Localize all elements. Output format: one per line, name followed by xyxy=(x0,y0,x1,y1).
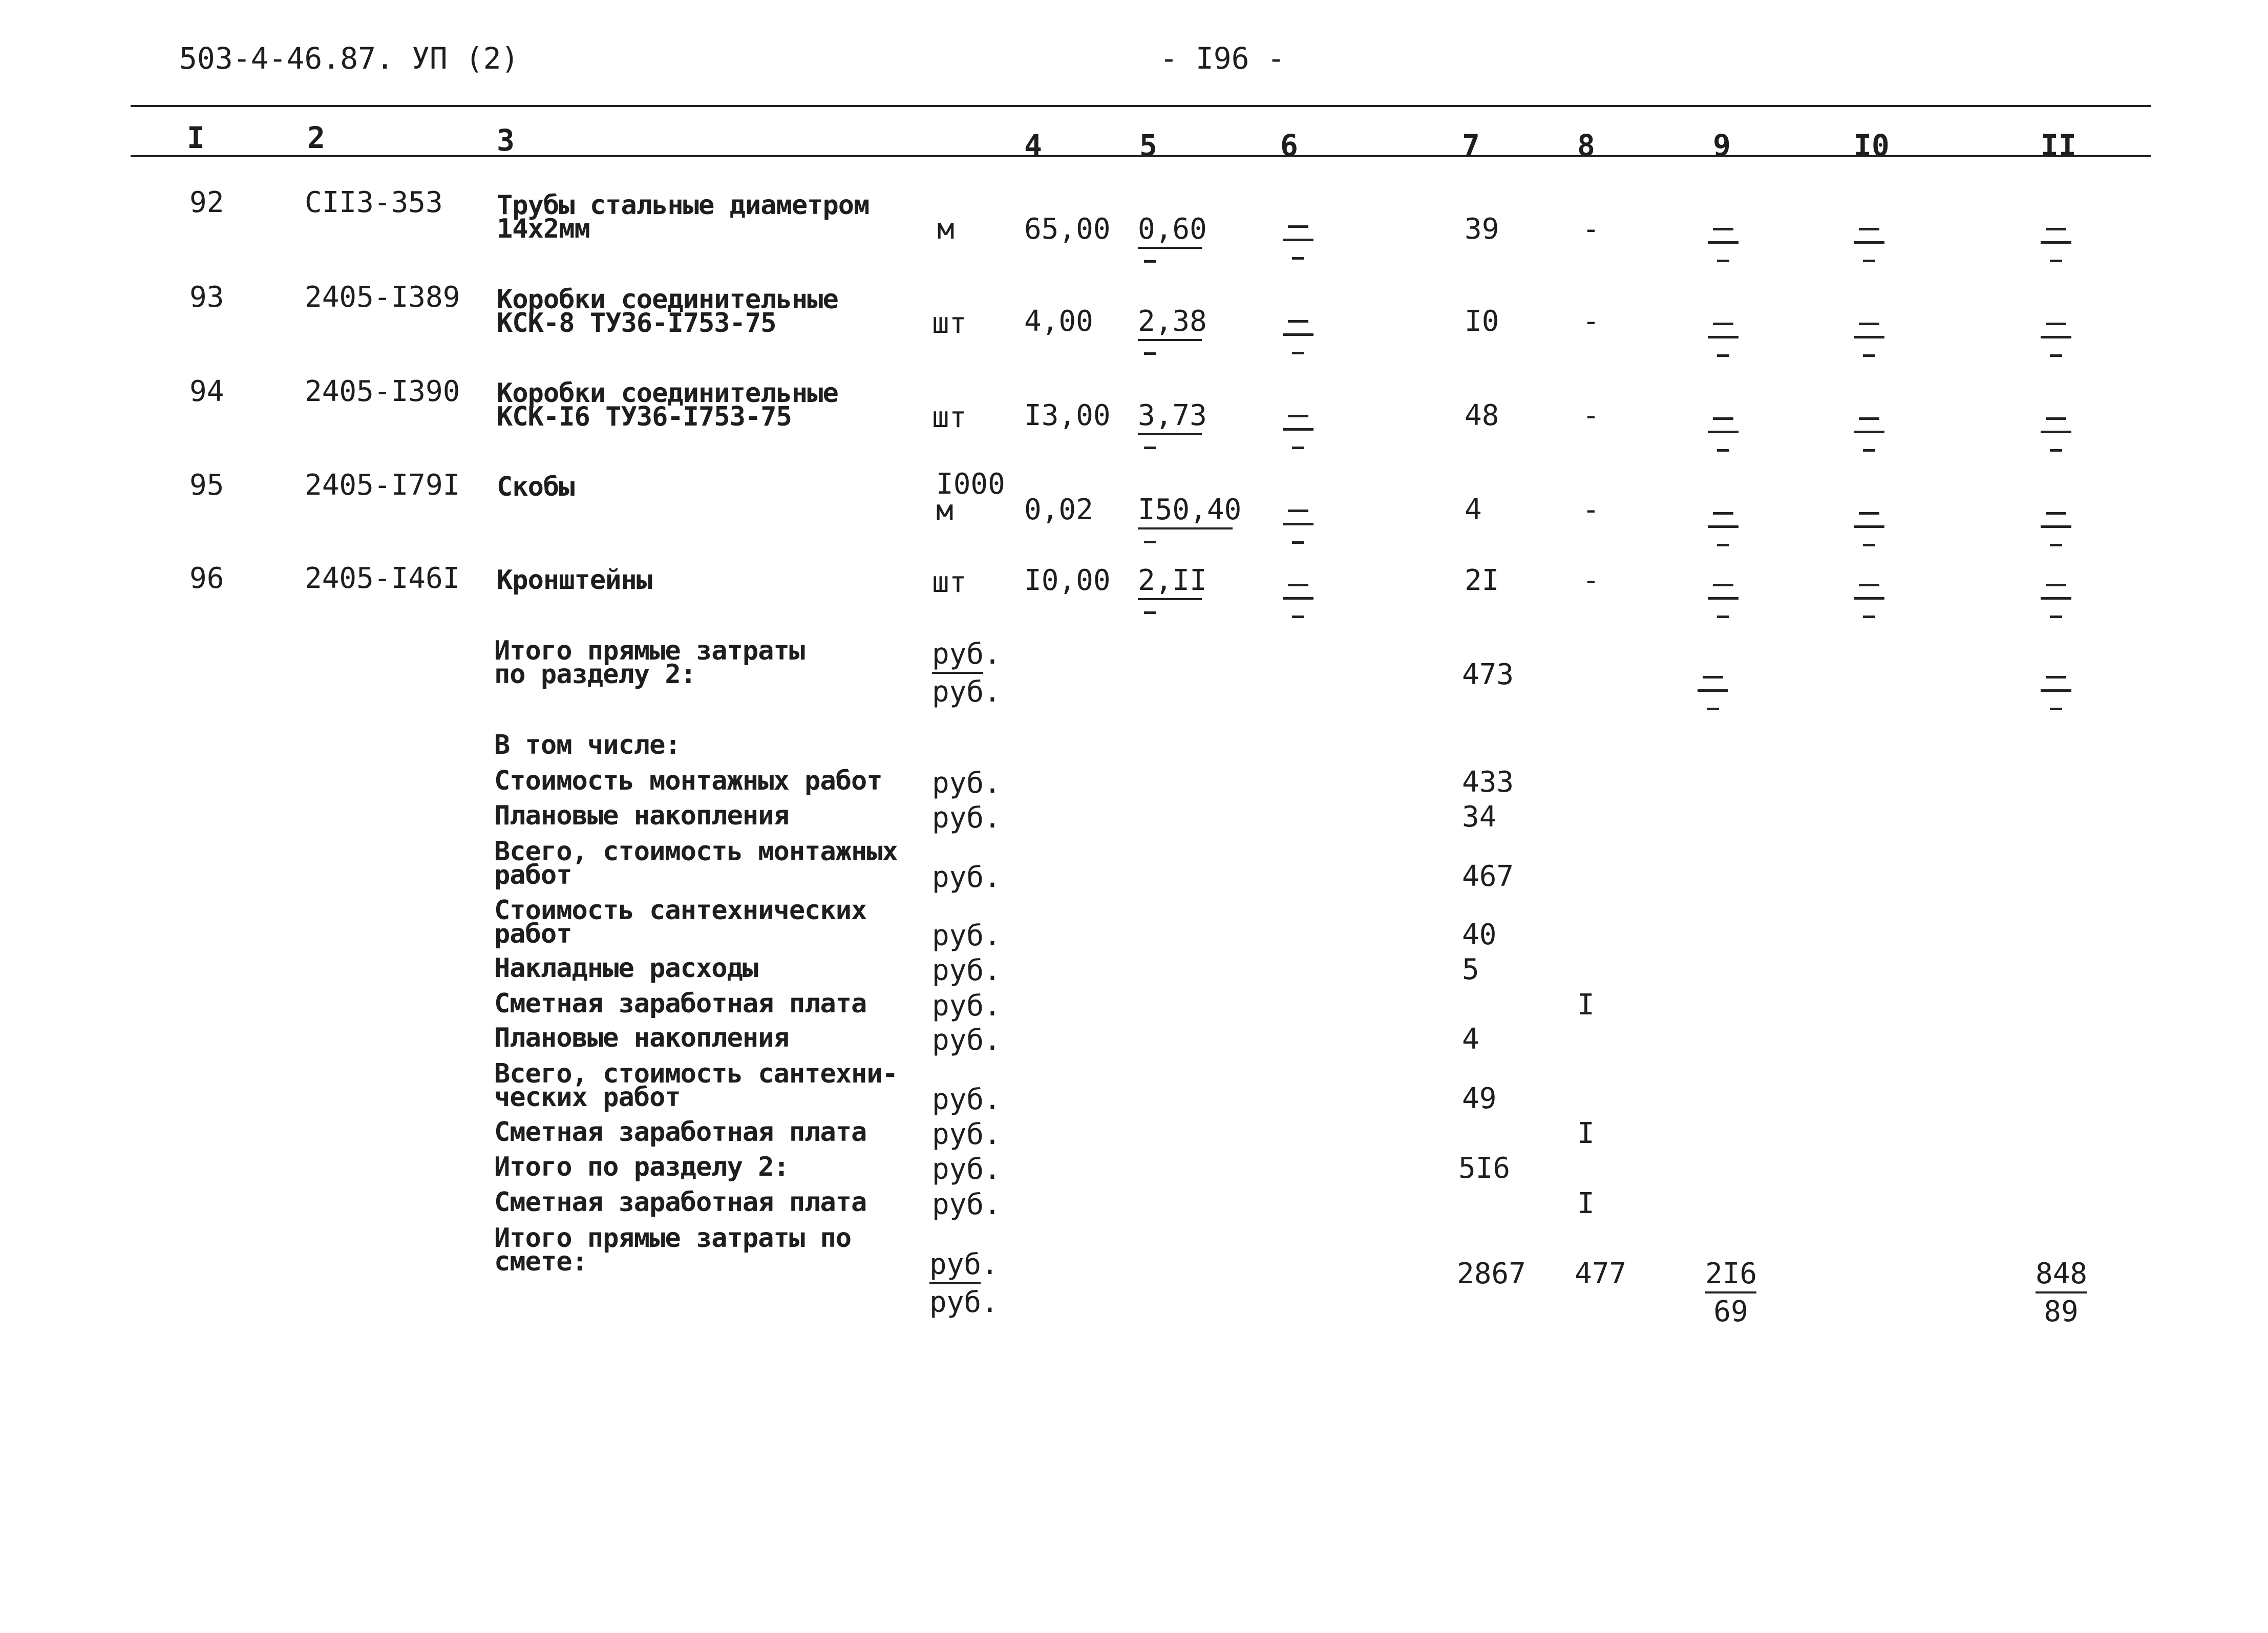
col-header-2: 2 xyxy=(307,120,325,155)
row-quantity: I3,00 xyxy=(1024,399,1111,432)
row-number: 96 xyxy=(189,562,224,595)
row-col8: - xyxy=(1582,305,1600,338)
summary-label: Плановые накопления xyxy=(494,1023,789,1053)
col-header-11: II xyxy=(2041,128,2076,163)
row-price: 2,38 xyxy=(1138,307,1202,360)
dash-mark xyxy=(1854,512,1884,548)
grand-total-col11: $\frac{848}{89}$ xyxy=(2036,1257,2088,1328)
summary-label: Сметная заработная плата xyxy=(494,988,867,1019)
row-description: Кронштейны xyxy=(497,565,652,596)
col-header-7: 7 xyxy=(1462,128,1480,163)
col-header-10: I0 xyxy=(1854,128,1890,163)
row-code: 2405-I390 xyxy=(305,375,460,408)
dash-mark xyxy=(1283,510,1313,545)
summary-label: Сметная заработная плата xyxy=(494,1117,867,1148)
row-total: 48 xyxy=(1465,399,1499,432)
grand-total-col8: 477 xyxy=(1575,1257,1627,1290)
col-header-5: 5 xyxy=(1139,128,1157,163)
dash-mark xyxy=(1144,541,1156,543)
row-unit: шт xyxy=(932,401,967,434)
dash-mark xyxy=(2041,676,2071,712)
summary-unit: руб. xyxy=(932,1153,1001,1186)
dash-mark xyxy=(2041,584,2071,620)
row-col8: - xyxy=(1582,213,1600,246)
summary-label: Всего, стоимость сантехни- ческих работ xyxy=(494,1058,898,1113)
subtotal-label: Итого прямые затраты по разделу 2: xyxy=(494,635,805,690)
col-header-9: 9 xyxy=(1713,128,1731,163)
row-description: Скобы xyxy=(497,472,575,502)
summary-value: 49 xyxy=(1462,1082,1497,1115)
row-description: Трубы стальные диаметром 14х2мм xyxy=(497,190,870,244)
row-unit: м xyxy=(937,213,955,246)
dash-mark xyxy=(1854,584,1884,620)
summary-value: 5 xyxy=(1462,953,1479,986)
col-header-4: 4 xyxy=(1024,128,1042,163)
summary-unit: руб. xyxy=(932,1118,1001,1151)
dash-mark xyxy=(1144,260,1156,263)
row-unit: шт xyxy=(932,566,967,599)
dash-mark xyxy=(1283,225,1313,261)
row-total: I0 xyxy=(1465,305,1499,338)
row-number: 94 xyxy=(189,375,224,408)
row-code: CII3-353 xyxy=(305,186,443,219)
dash-mark xyxy=(2041,323,2071,358)
col-header-3: 3 xyxy=(497,123,515,158)
row-code: 2405-I79I xyxy=(305,469,460,502)
row-description: Коробки соединительные КСК-I6 ТУ36-I753-75 xyxy=(497,378,838,432)
subtotal-unit: руб. руб. xyxy=(932,638,1001,709)
summary-value: 467 xyxy=(1462,860,1514,893)
row-quantity: 0,02 xyxy=(1024,493,1093,526)
summary-label: Стоимость сантехнических работ xyxy=(494,895,867,949)
dash-mark xyxy=(1708,417,1739,453)
row-quantity: 4,00 xyxy=(1024,305,1093,338)
dash-mark xyxy=(1144,447,1156,449)
grand-total-col9: $\frac{2I6}{69}$ xyxy=(1705,1257,1757,1328)
row-total: 39 xyxy=(1465,213,1499,246)
summary-unit: руб. xyxy=(932,1024,1001,1057)
row-unit: I000 м xyxy=(936,468,1005,527)
dash-mark xyxy=(2041,417,2071,453)
row-quantity: I0,00 xyxy=(1024,564,1111,597)
dash-mark xyxy=(1698,676,1728,712)
summary-label: Всего, стоимость монтажных работ xyxy=(494,836,898,890)
dash-mark xyxy=(2041,228,2071,264)
summary-unit: руб. xyxy=(932,1188,1001,1221)
summary-unit: руб. xyxy=(932,1083,1001,1116)
row-unit: шт xyxy=(932,307,967,340)
dash-mark xyxy=(1283,584,1313,620)
grand-total-label: Итого прямые затраты по смете: xyxy=(494,1223,852,1277)
summary-unit: руб. xyxy=(932,989,1001,1023)
summary-label: Итого по разделу 2: xyxy=(494,1152,789,1182)
row-price: 0,60 xyxy=(1138,215,1202,268)
row-total: 2I xyxy=(1465,564,1499,597)
row-description: Коробки соединительные КСК-8 ТУ36-I753-75 xyxy=(497,284,838,338)
row-price: 3,73 xyxy=(1138,401,1202,455)
row-code: 2405-I46I xyxy=(305,562,460,595)
summary-value: 34 xyxy=(1462,800,1497,834)
summary-label: Накладные расходы xyxy=(494,953,758,984)
summary-value-col8: I xyxy=(1577,988,1595,1022)
summary-value-col8: I xyxy=(1577,1187,1595,1220)
row-col8: - xyxy=(1582,564,1600,597)
dash-mark xyxy=(1283,320,1313,356)
summary-value: 4 xyxy=(1462,1023,1479,1056)
row-price: I50,40 xyxy=(1138,496,1233,549)
dash-mark xyxy=(2041,512,2071,548)
col-header-8: 8 xyxy=(1577,128,1595,163)
summary-value: 5I6 xyxy=(1458,1152,1511,1185)
page-number: - I96 - xyxy=(1160,41,1285,76)
document-code: 503-4-46.87. УП (2) xyxy=(179,41,519,76)
row-price: 2,II xyxy=(1138,566,1202,620)
row-col8: - xyxy=(1582,493,1600,526)
dash-mark xyxy=(1283,415,1313,451)
row-code: 2405-I389 xyxy=(305,281,460,314)
summary-label: Стоимость монтажных работ xyxy=(494,766,882,796)
col-header-1: I xyxy=(187,120,205,155)
dash-mark xyxy=(1854,323,1884,358)
summary-unit: руб. xyxy=(932,954,1001,987)
row-total: 4 xyxy=(1465,493,1482,526)
summary-label: Плановые накопления xyxy=(494,800,789,831)
grand-total-unit: руб. руб. xyxy=(929,1248,999,1319)
dash-mark xyxy=(1708,228,1739,264)
dash-mark xyxy=(1708,323,1739,358)
row-number: 95 xyxy=(189,469,224,502)
grand-total-col7: 2867 xyxy=(1457,1257,1526,1290)
row-quantity: 65,00 xyxy=(1024,213,1111,246)
dash-mark xyxy=(1708,584,1739,620)
in-that-heading: В том числе: xyxy=(494,730,681,760)
summary-value: 433 xyxy=(1462,766,1514,799)
summary-value: 40 xyxy=(1462,918,1497,951)
summary-unit: руб. xyxy=(932,861,1001,894)
summary-value-col8: I xyxy=(1577,1117,1595,1150)
table-top-rule xyxy=(131,105,2151,107)
row-number: 92 xyxy=(189,186,224,219)
summary-unit: руб. xyxy=(932,767,1001,800)
dash-mark xyxy=(1854,417,1884,453)
subtotal-total: 473 xyxy=(1462,658,1514,691)
row-col8: - xyxy=(1582,399,1600,432)
summary-label: Сметная заработная плата xyxy=(494,1187,867,1218)
dash-mark xyxy=(1144,611,1156,614)
dash-mark xyxy=(1708,512,1739,548)
row-number: 93 xyxy=(189,281,224,314)
summary-unit: руб. xyxy=(932,919,1001,952)
summary-unit: руб. xyxy=(932,801,1001,835)
col-header-6: 6 xyxy=(1280,128,1298,163)
dash-mark xyxy=(1144,352,1156,355)
dash-mark xyxy=(1854,228,1884,264)
